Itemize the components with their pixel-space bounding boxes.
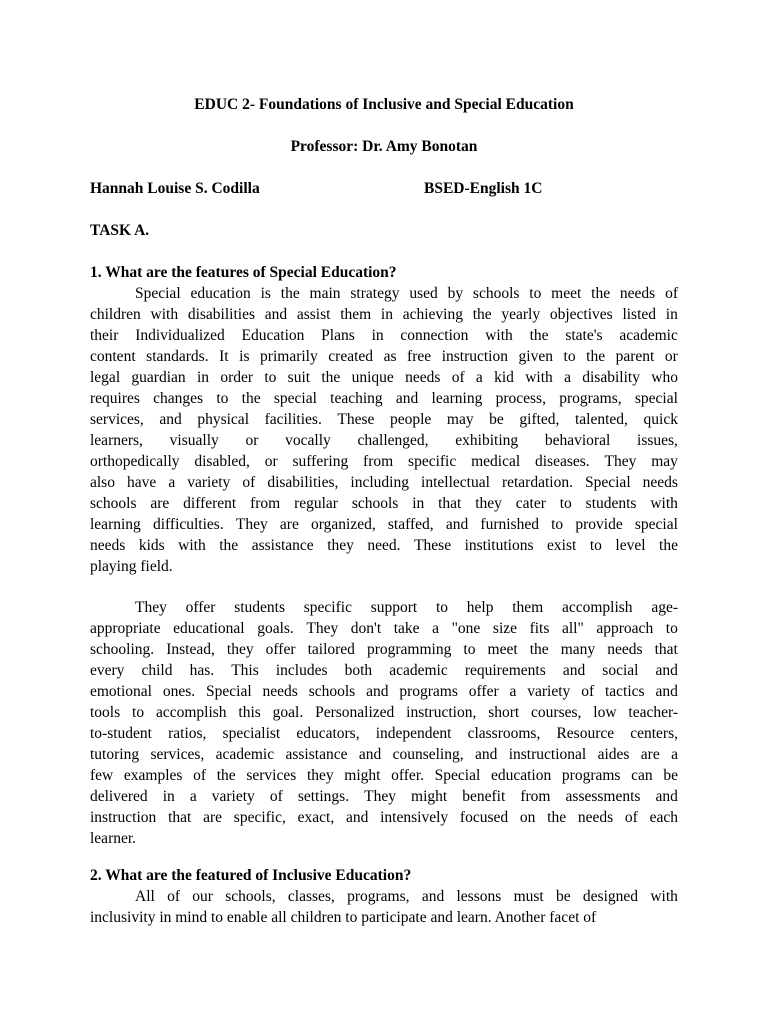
paragraph-line: All of our schools, classes, programs, and lessons must be designed with (135, 888, 678, 905)
paragraph-line: emotional ones. Special needs schools and programs offer a variety of tactics and (90, 683, 678, 700)
paragraph-line: needs kids with the assistance they need. These institutions exist to level the (90, 537, 678, 554)
question-1-heading: 1. What are the features of Special Education? (90, 264, 397, 281)
paragraph-line: delivered in a variety of settings. They might benefit from assessments and (90, 788, 678, 805)
paragraph-line: schooling. Instead, they offer tailored programming to meet the many needs that (90, 641, 678, 658)
paragraph-line: legal guardian in order to suit the unique needs of a kid with a disability who (90, 369, 678, 386)
professor-line: Professor: Dr. Amy Bonotan (290, 138, 478, 155)
paragraph-line: services, and physical facilities. These people may be gifted, talented, quick (90, 411, 678, 428)
paragraph-line: tutoring services, academic assistance and counseling, and instructional aides are a (90, 746, 678, 763)
student-name: Hannah Louise S. Codilla (90, 180, 260, 197)
paragraph-line: learning difficulties. They are organized, staffed, and furnished to provide special (90, 516, 678, 533)
paragraph-line: Special education is the main strategy used by schools to meet the needs of (135, 285, 678, 302)
paragraph-line: schools are different from regular schools in that they cater to students with (90, 495, 678, 512)
paragraph-line: appropriate educational goals. They don't take a "one size fits all" approach to (90, 620, 678, 637)
paragraph-line: also have a variety of disabilities, including intellectual retardation. Special needs (90, 474, 678, 491)
paragraph-line: their Individualized Education Plans in connection with the state's academic (90, 327, 678, 344)
task-heading: TASK A. (90, 222, 150, 239)
paragraph-line: tools to accomplish this goal. Personalized instruction, short courses, low teacher- (90, 704, 678, 721)
paragraph-line: orthopedically disabled, or suffering from specific medical diseases. They may (90, 453, 678, 470)
paragraph-line: inclusivity in mind to enable all children to participate and learn. Another facet of (90, 909, 597, 926)
paragraph-line: requires changes to the special teaching and learning process, programs, special (90, 390, 678, 407)
paragraph-line: children with disabilities and assist them in achieving the yearly objectives listed in (90, 306, 678, 323)
paragraph-line: every child has. This includes both academic requirements and social and (90, 662, 678, 679)
paragraph-line: learner. (90, 830, 137, 847)
question-2-heading: 2. What are the featured of Inclusive Education? (90, 867, 412, 884)
paragraph-line: They offer students specific support to help them accomplish age- (135, 599, 678, 616)
paragraph-line: few examples of the services they might offer. Special education programs can be (90, 767, 678, 784)
paragraph-line: playing field. (90, 558, 173, 575)
paragraph-line: to-student ratios, specialist educators, independent classrooms, Resource centers, (90, 725, 678, 742)
paragraph-line: instruction that are specific, exact, and intensively focused on the needs of each (90, 809, 678, 826)
paragraph-line: learners, visually or vocally challenged, exhibiting behavioral issues, (90, 432, 678, 449)
paragraph-line: content standards. It is primarily created as free instruction given to the parent or (90, 348, 678, 365)
course-title: EDUC 2- Foundations of Inclusive and Special Education (194, 96, 574, 113)
student-program: BSED-English 1C (424, 180, 543, 197)
